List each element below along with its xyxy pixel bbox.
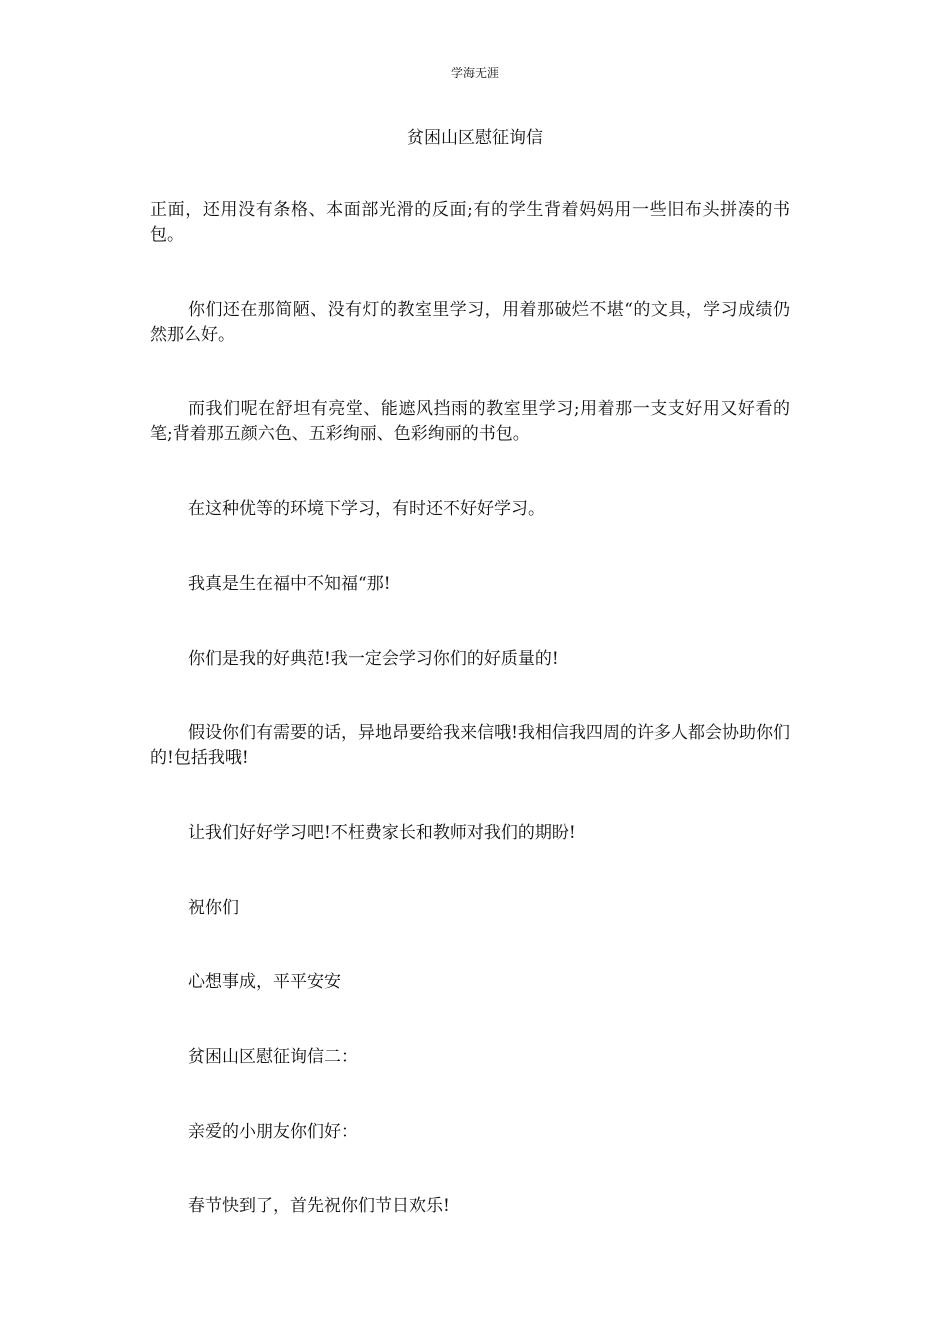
paragraph-2: 你们还在那简陋、没有灯的教室里学习，用着那破烂不堪“的文具，学习成绩仍然那么好。 [150,300,790,345]
paragraph-3: 而我们呢在舒坦有亮堂、能遮风挡雨的教室里学习;用着那一支支好用又好看的笔;背着那五颜六色、五彩绚丽、色彩绚丽的书包。 [150,399,790,444]
page-header: 学海无涯 [450,66,499,80]
paragraph-1: 正面，还用没有条格、本面部光滑的反面;有的学生背着妈妈用一些旧布头拼凑的书包。 [150,200,790,245]
document-title: 贫困山区慰征询信 [407,128,543,148]
paragraph-7: 假设你们有需要的话，异地昂要给我来信哦!我相信我四周的许多人都会协助你们的!包括我哦! [150,723,790,768]
paragraph-9: 祝你们 [188,898,239,918]
paragraph-4: 在这种优等的环境下学习，有时还不好好学习。 [188,499,545,519]
paragraph-5: 我真是生在福中不知福“那! [188,574,391,594]
paragraph-11: 贫困山区慰征询信二： [188,1047,358,1067]
paragraph-10: 心想事成，平平安安 [188,972,341,992]
paragraph-6: 你们是我的好典范!我一定会学习你们的好质量的! [188,649,559,669]
paragraph-13: 春节快到了，首先祝你们节日欢乐! [188,1196,450,1216]
paragraph-12: 亲爱的小朋友你们好： [188,1122,358,1142]
paragraph-8: 让我们好好学习吧!不枉费家长和教师对我们的期盼! [188,823,576,843]
